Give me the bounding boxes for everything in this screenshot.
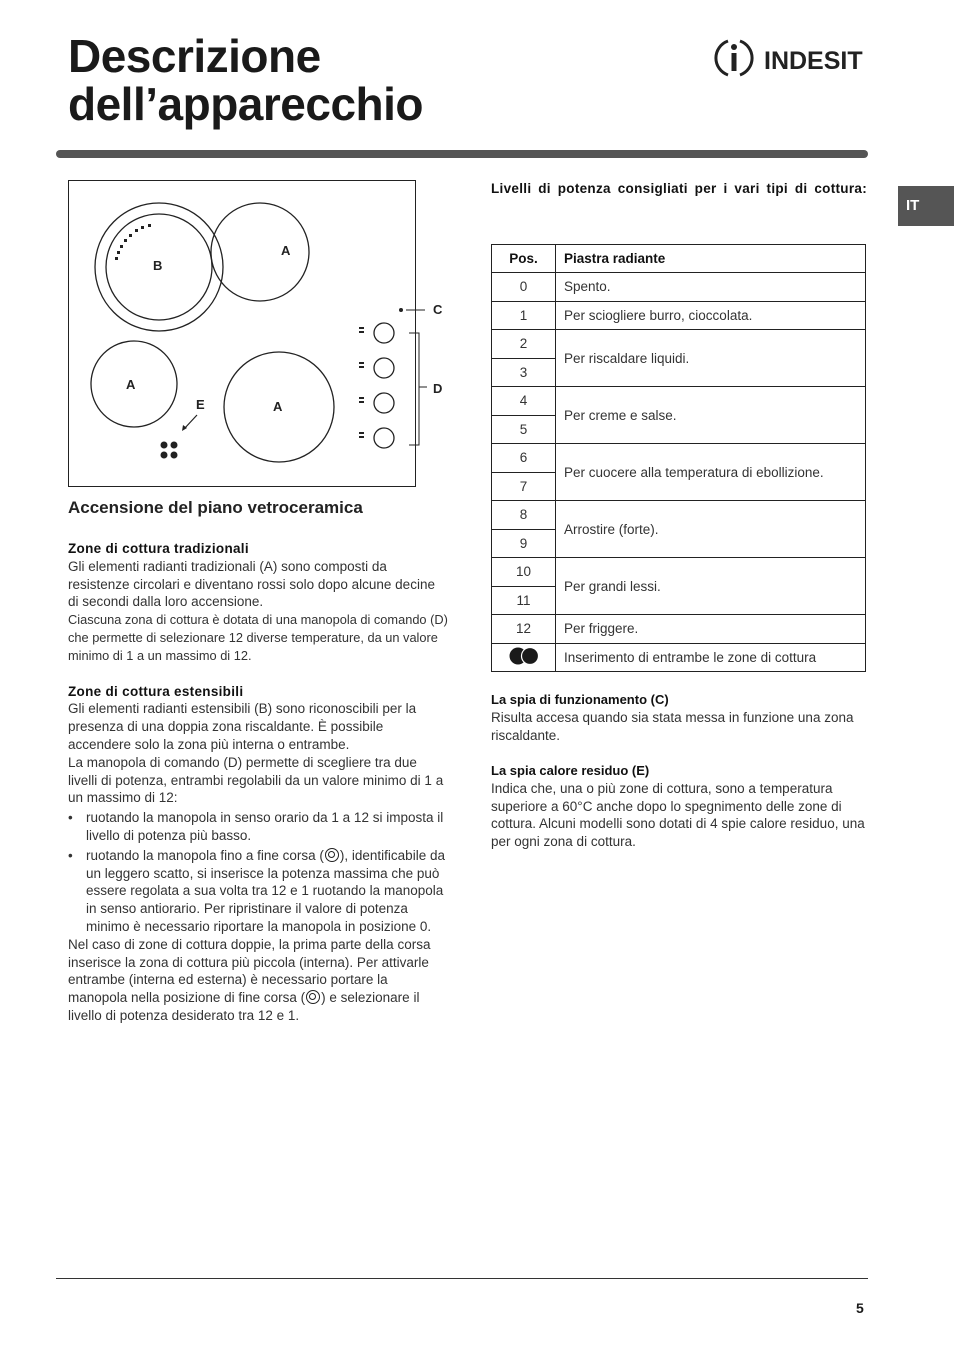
extensible-zones-title: Zone di cottura estensibili — [68, 683, 244, 699]
control-knob-4 — [374, 428, 394, 448]
extensible-zones-p3: Nel caso di zone di cottura doppie, la prima parte della corsa inserisce la zona di cottura più piccola (interna). Per attivarle entrambe (interna ed esterna) è necessario portare la manopola nella posizione di fine corsa ( ) e selezionare il livello di potenza desiderato tra 12 e 1. — [68, 936, 431, 1023]
label-a-top: A — [281, 243, 291, 258]
extensible-zones-p2: La manopola di comando (D) permette di scegliere tra due livelli di potenza, entrambi regolabili da un valore minimo di 1 a un massimo di 12: — [68, 754, 444, 806]
burner-b-ticks — [115, 224, 151, 260]
double-ring-icon — [306, 990, 320, 1004]
double-ring-icon — [325, 848, 339, 862]
traditional-zones-title: Zone di cottura tradizionali — [68, 541, 249, 556]
table-row: Inserimento di entrambe le zone di cottura — [492, 643, 866, 672]
language-tab: IT — [898, 186, 954, 226]
table-row: 3 — [492, 358, 866, 387]
table-heading: Livelli di potenza consigliati per i vari tipi di cottura: — [491, 181, 867, 196]
table-row: 10 Per grandi lessi. — [492, 558, 866, 587]
hob-diagram — [68, 180, 443, 487]
control-knob-1 — [374, 323, 394, 343]
section-heading: Accensione del piano vetroceramica — [68, 498, 363, 517]
title-line-1: Descrizione — [68, 30, 321, 82]
traditional-zones-p1: Gli elementi radianti tradizionali (A) sono composti da resistenze circolari e diventano rossi solo dopo alcune decine di secondi dalla loro accensione. — [68, 558, 435, 610]
power-indicator-light — [399, 308, 403, 312]
col-desc-header: Piastra radiante — [556, 245, 866, 273]
page-title — [68, 32, 423, 128]
indesit-logo — [714, 36, 872, 80]
note-c-title: La spia di funzionamento (C) — [491, 692, 669, 707]
extensible-zones-p1: Gli elementi radianti estensibili (B) sono riconoscibili per la presenza di una doppia zona riscaldante. È possibile accendere solo la zona più interna o entrambe. — [68, 701, 417, 752]
left-column-text — [68, 540, 448, 1025]
table-row: 5 — [492, 415, 866, 444]
note-residual-heat — [491, 762, 867, 851]
table-row: 7 — [492, 472, 866, 501]
label-b: B — [153, 258, 163, 273]
traditional-zones-p2: Ciascuna zona di cottura è dotata di una manopola di comando (D) che permette di selezionare 12 diverse temperature, da un valore minimo di 1 a un massimo di 12. — [68, 612, 448, 663]
table-row: 4 Per creme e salse. — [492, 387, 866, 416]
footer-rule — [56, 1278, 868, 1279]
label-a-left: A — [126, 377, 136, 392]
table-row: 9 — [492, 529, 866, 558]
table-row: 8 Arrostire (forte). — [492, 501, 866, 530]
table-row: 2 Per riscaldare liquidi. — [492, 330, 866, 359]
title-line-2: dell’apparecchio — [68, 78, 424, 130]
power-levels-table — [491, 244, 866, 672]
table-row: 6 Per cuocere alla temperatura di ebollizione. — [492, 444, 866, 473]
label-c: C — [433, 302, 443, 317]
note-c-text: Risulta accesa quando sia stata messa in funzione una zona riscaldante. — [491, 709, 854, 743]
dual-zone-icon-cell — [492, 643, 556, 672]
note-e-text: Indica che, una o più zone di cottura, sono a temperatura superiore a 60°C anche dopo lo spegnimento delle zone di cottura. Alcuni modelli sono dotati di 4 spie calore residuo, una per ogni zona di cottura. — [491, 780, 865, 850]
table-row: 12 Per friggere. — [492, 615, 866, 644]
note-power-light — [491, 691, 867, 744]
page-number: 5 — [856, 1300, 864, 1316]
table-row: 1 Per sciogliere burro, cioccolata. — [492, 301, 866, 330]
table-heading-block — [491, 180, 867, 198]
burner-a-top — [211, 203, 309, 301]
label-d: D — [433, 381, 443, 396]
header-rule — [56, 150, 868, 158]
bullet-2: • ruotando la manopola fino a fine corsa ( ), identificabile da un leggero scatto, si inserisce la potenza massima che può essere regolata a sua volta tra 12 e 1 ruotando la manopola in senso antiorario. Per ripristinare il valore di potenza minimo è necessario riportare la manopola in posizione 0. — [68, 847, 445, 934]
note-e-title: La spia calore residuo (E) — [491, 763, 650, 778]
dual-zone-icon — [506, 646, 542, 666]
table-header-row — [492, 245, 866, 273]
control-knob-2 — [374, 358, 394, 378]
label-a-bottom: A — [273, 399, 283, 414]
residual-heat-lights — [161, 442, 178, 459]
table-row: 11 — [492, 586, 866, 615]
table-row: 0 Spento. — [492, 273, 866, 302]
bullet-1: • ruotando la manopola in senso orario da 1 a 12 si imposta il livello di potenza più basso. — [68, 810, 444, 843]
col-pos-header: Pos. — [492, 245, 556, 273]
control-knob-3 — [374, 393, 394, 413]
brand-text: INDESIT — [764, 47, 863, 75]
label-e: E — [196, 397, 205, 412]
